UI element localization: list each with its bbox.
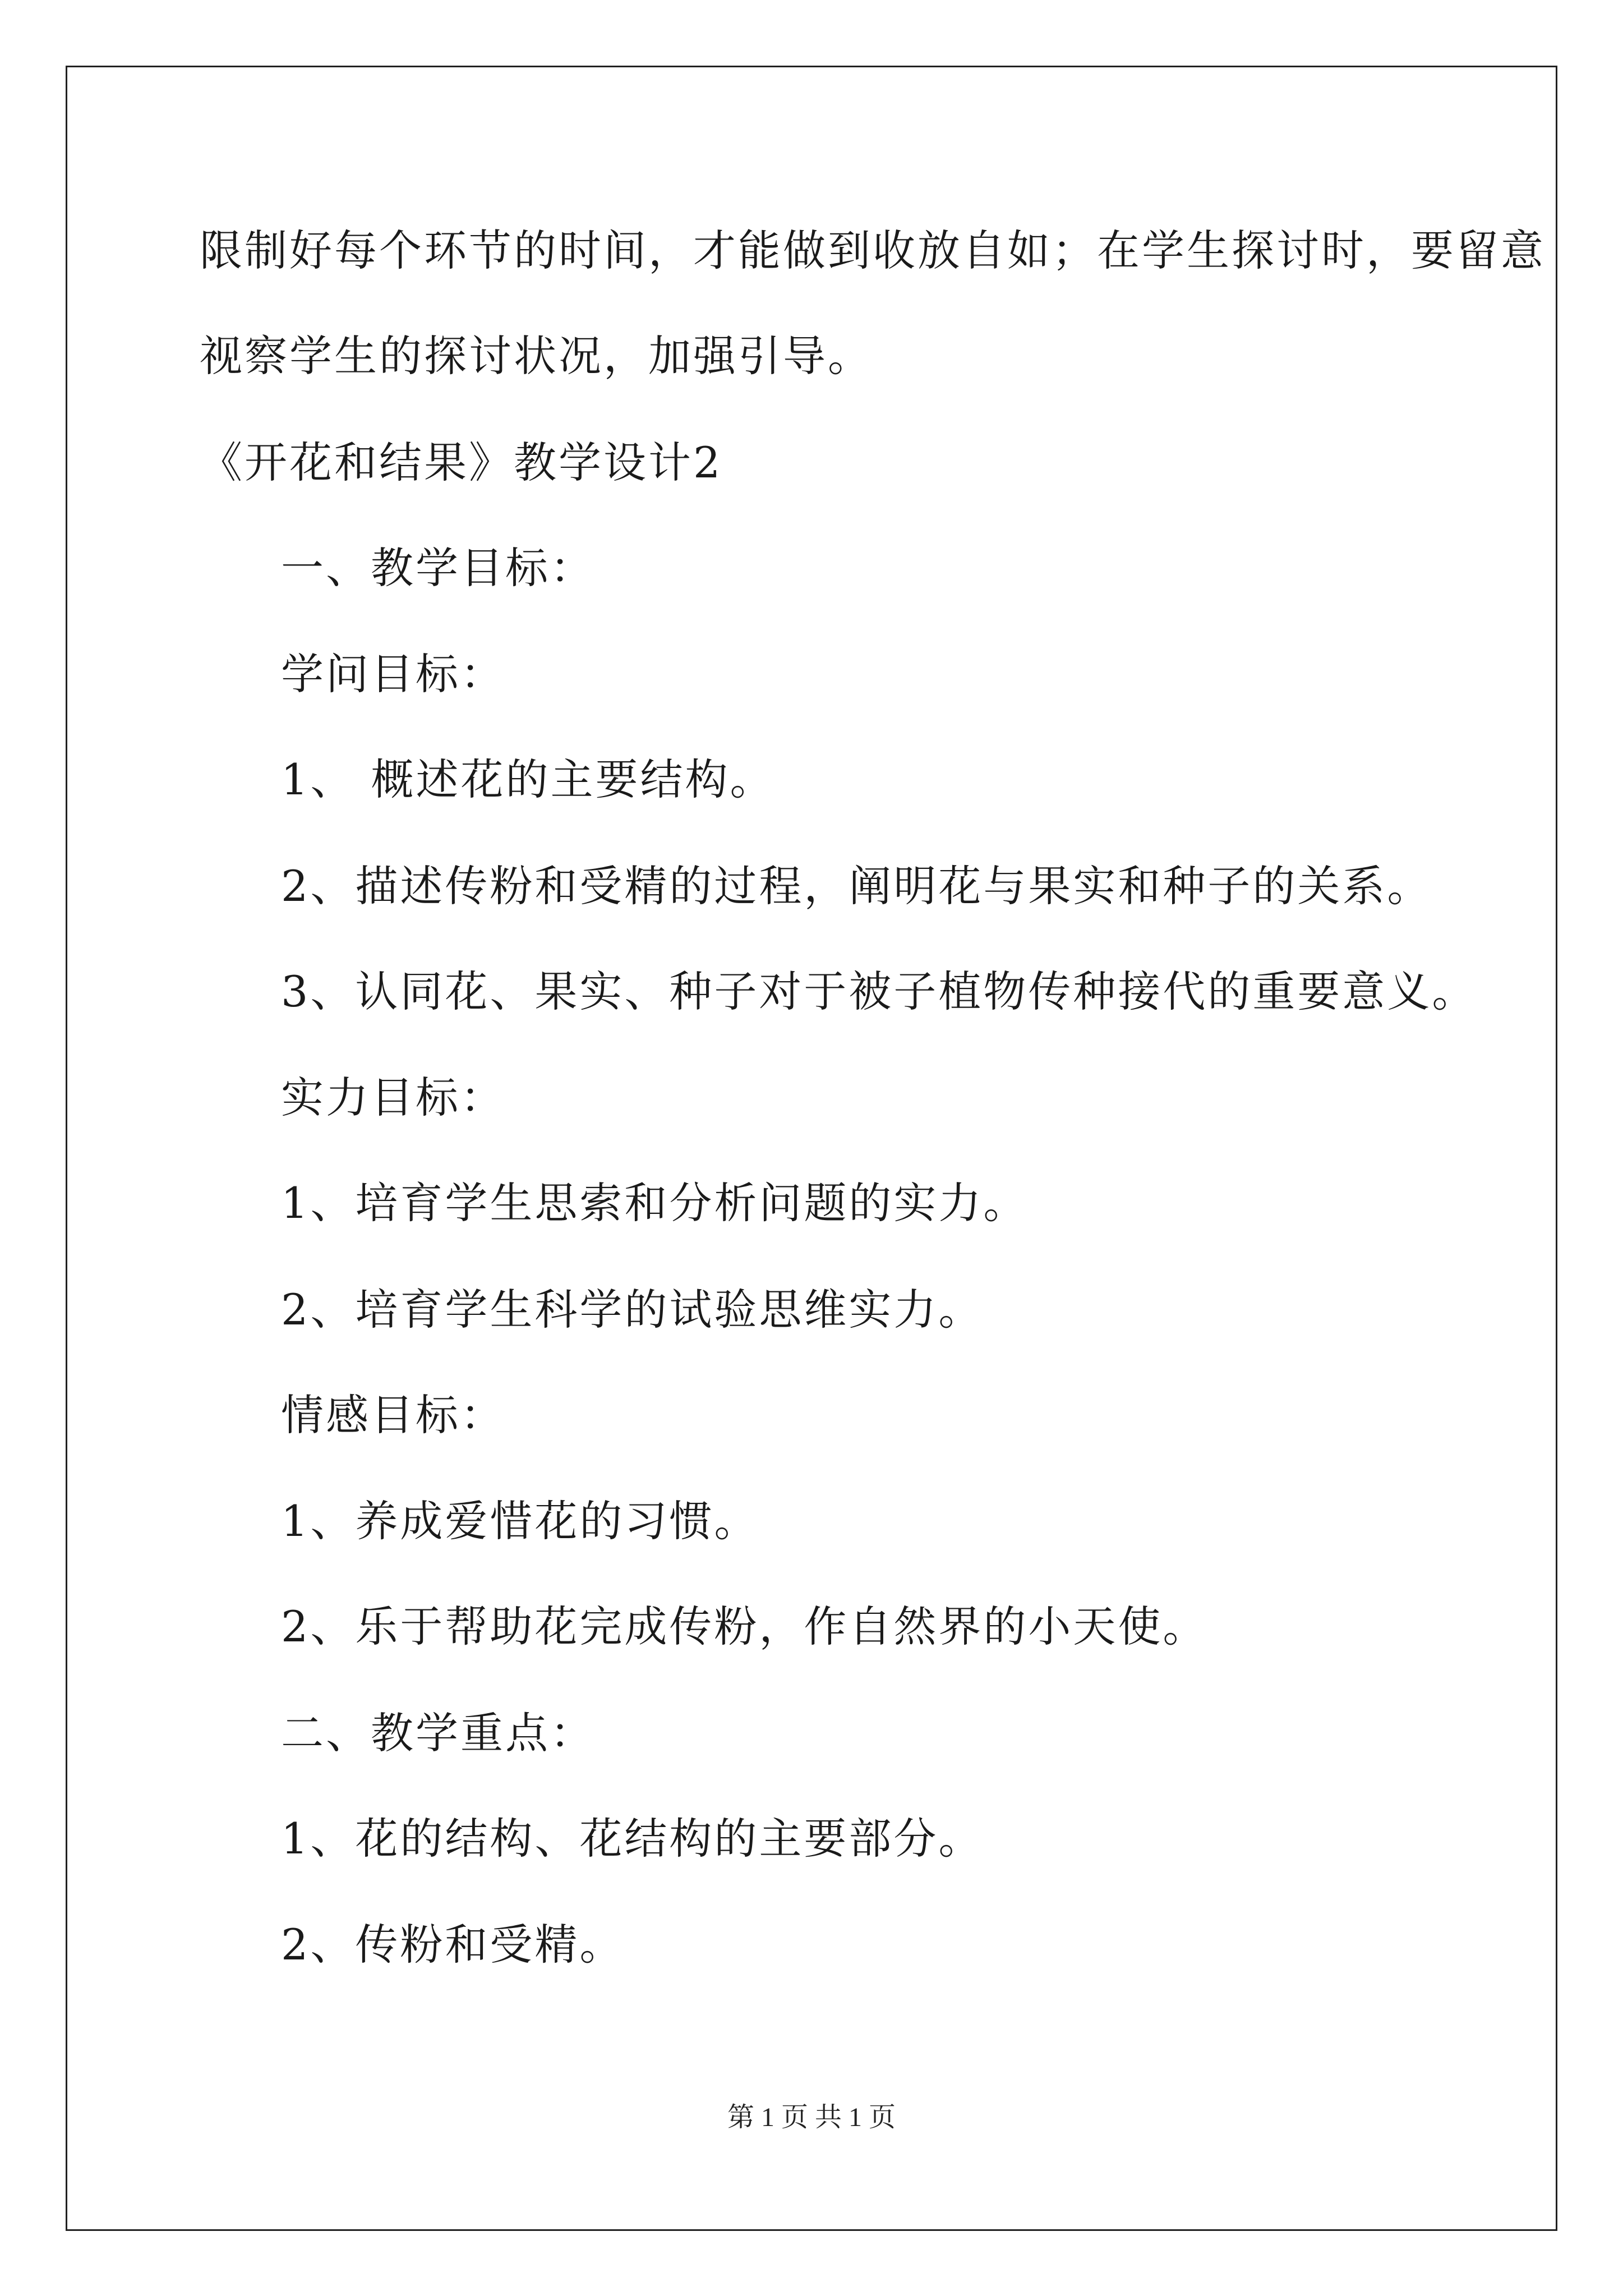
list-item: 1、花的结构、花结构的主要部分。 xyxy=(281,1814,984,1864)
paragraph-continuation-line-1: 限制好每个环节的时间，才能做到收放自如；在学生探讨时，要留意 xyxy=(200,226,1546,275)
heading-teaching-focus: 二、教学重点： xyxy=(281,1708,595,1758)
paragraph-continuation-line-2: 视察学生的探讨状况，加强引导。 xyxy=(200,331,873,381)
subheading-knowledge-goals: 学问目标： xyxy=(281,649,505,699)
heading-teaching-goals: 一、教学目标： xyxy=(281,543,595,593)
list-item: 2、乐于帮助花完成传粉，作自然界的小天使。 xyxy=(281,1602,1208,1651)
list-item: 1、养成爱惜花的习惯。 xyxy=(281,1496,759,1546)
subheading-emotion-goals: 情感目标： xyxy=(281,1390,505,1440)
list-item: 1、 概述花的主要结构。 xyxy=(281,754,775,804)
list-item: 2、传粉和受精。 xyxy=(281,1920,625,1970)
page-footer: 第 1 页 共 1 页 xyxy=(727,2102,896,2132)
page-border xyxy=(66,66,1557,2231)
list-item: 2、描述传粉和受精的过程，阐明花与果实和种子的关系。 xyxy=(281,861,1432,911)
section-title: 《开花和结果》教学设计2 xyxy=(200,438,723,487)
list-item: 3、认同花、果实、种子对于被子植物传种接代的重要意义。 xyxy=(281,967,1477,1016)
subheading-ability-goals: 实力目标： xyxy=(281,1073,505,1122)
list-item: 1、培育学生思索和分析问题的实力。 xyxy=(281,1178,1029,1228)
list-item: 2、培育学生科学的试验思维实力。 xyxy=(281,1285,984,1335)
